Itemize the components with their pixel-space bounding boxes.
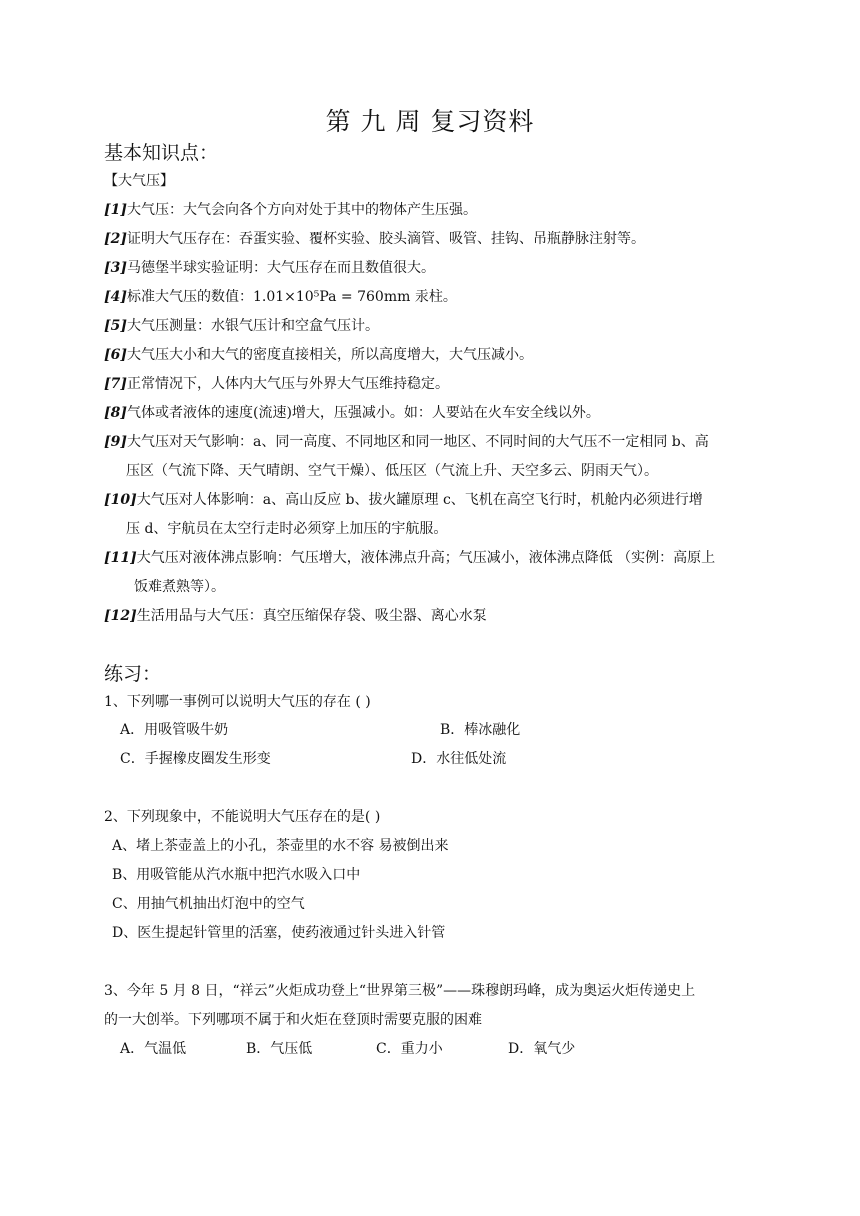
point-text: 大气压测量：水银气压计和空盒气压计。 — [127, 318, 379, 334]
q3-option-b: B．气压低 — [246, 1041, 313, 1057]
point-10-continued: 压 d、宇航员在太空行走时必须穿上加压的宇航服。 — [126, 521, 448, 537]
point-8 — [104, 404, 600, 422]
point-4 — [104, 288, 457, 306]
point-text: 大气压对人体影响：a、高山反应 b、拔火罐原理 c、飞机在高空飞行时，机舱内必须进行增 — [136, 492, 703, 508]
point-11-continued: 饭难煮熟等）。 — [134, 579, 225, 595]
point-5 — [104, 317, 379, 335]
point-12 — [104, 607, 487, 625]
point-number: [1] — [104, 202, 127, 218]
q1-option-d: D．水往低处流 — [411, 751, 507, 767]
point-number: [7] — [104, 376, 127, 392]
practice-header: 练习： — [104, 663, 162, 685]
point-2 — [104, 230, 645, 248]
point-text: 大气压大小和大气的密度直接相关，所以高度增大，大气压减小。 — [127, 347, 533, 363]
point-text: 大气压：大气会向各个方向对处于其中的物体产生压强。 — [127, 202, 477, 218]
point-11 — [104, 549, 715, 567]
point-text: 正常情况下，人体内大气压与外界大气压维持稳定。 — [127, 376, 449, 392]
point-number: [3] — [104, 260, 127, 276]
point-number: [12] — [104, 608, 137, 624]
question-2-stem: 2、下列现象中，不能说明大气压存在的是( ) — [104, 809, 381, 825]
point-number: [4] — [104, 289, 127, 305]
q1-option-a: A．用吸管吸牛奶 — [120, 722, 229, 738]
point-text: 气体或者液体的速度(流速)增大，压强减小。如：人要站在火车安全线以外。 — [127, 405, 600, 421]
point-9-continued: 压区（气流下降、天气晴朗、空气干燥）、低压区（气流上升、天空多云、阴雨天气）。 — [126, 463, 658, 479]
point-6 — [104, 346, 533, 364]
point-number: [10] — [104, 492, 137, 508]
point-number: [6] — [104, 347, 127, 363]
page-title: 第 九 周 复习资料 — [325, 107, 535, 136]
q3-option-a: A．气温低 — [120, 1041, 187, 1057]
point-text: 证明大气压存在：吞蛋实验、覆杯实验、胶头滴管、吸管、挂钩、吊瓶静脉注射等。 — [127, 231, 645, 247]
point-text: 生活用品与大气压：真空压缩保存袋、吸尘器、离心水泵 — [136, 608, 487, 624]
point-number: [5] — [104, 318, 127, 334]
point-number: [8] — [104, 405, 127, 421]
point-text: 标准大气压的数值：1.01×10⁵Pa = 760mm 汞柱。 — [127, 289, 457, 305]
q3-option-d: D．氧气少 — [508, 1041, 576, 1057]
q2-option-c: C、用抽气机抽出灯泡中的空气 — [112, 896, 305, 912]
point-3 — [104, 259, 435, 277]
point-7 — [104, 375, 449, 393]
q1-option-c: C．手握橡皮圈发生形变 — [120, 751, 271, 767]
point-1 — [104, 201, 477, 219]
topic-label: 【大气压】 — [104, 173, 174, 189]
q3-option-c: C．重力小 — [376, 1041, 443, 1057]
knowledge-header: 基本知识点： — [104, 142, 219, 164]
point-number: [11] — [104, 550, 137, 566]
question-1-stem: 1、下列哪一事例可以说明大气压的存在 ( ) — [104, 694, 371, 710]
point-number: [2] — [104, 231, 127, 247]
question-3-stem: 3、今年 5 月 8 日，“祥云”火炬成功登上“世界第三极”——珠穆朗玛峰，成为奥运火炬传递史上 — [104, 983, 696, 999]
point-9 — [104, 433, 709, 451]
point-text: 大气压对液体沸点影响：气压增大，液体沸点升高；气压减小，液体沸点降低 （实例：高原上 — [136, 550, 716, 566]
q2-option-a: A、堵上茶壶盖上的小孔，茶壶里的水不容 易被倒出来 — [112, 838, 449, 854]
point-text: 大气压对天气影响：a、同一高度、不同地区和同一地区、不同时间的大气压不一定相同 b、高 — [127, 434, 709, 450]
q1-option-b: B．棒冰融化 — [440, 722, 521, 738]
point-number: [9] — [104, 434, 127, 450]
point-text: 马德堡半球实验证明：大气压存在而且数值很大。 — [127, 260, 435, 276]
q2-option-d: D、医生提起针管里的活塞，使药液通过针头进入针管 — [112, 925, 446, 941]
point-10 — [104, 491, 703, 509]
q2-option-b: B、用吸管能从汽水瓶中把汽水吸入口中 — [112, 867, 361, 883]
question-3-stem-continued: 的一大创举。下列哪项不属于和火炬在登顶时需要克服的困难 — [104, 1012, 482, 1028]
